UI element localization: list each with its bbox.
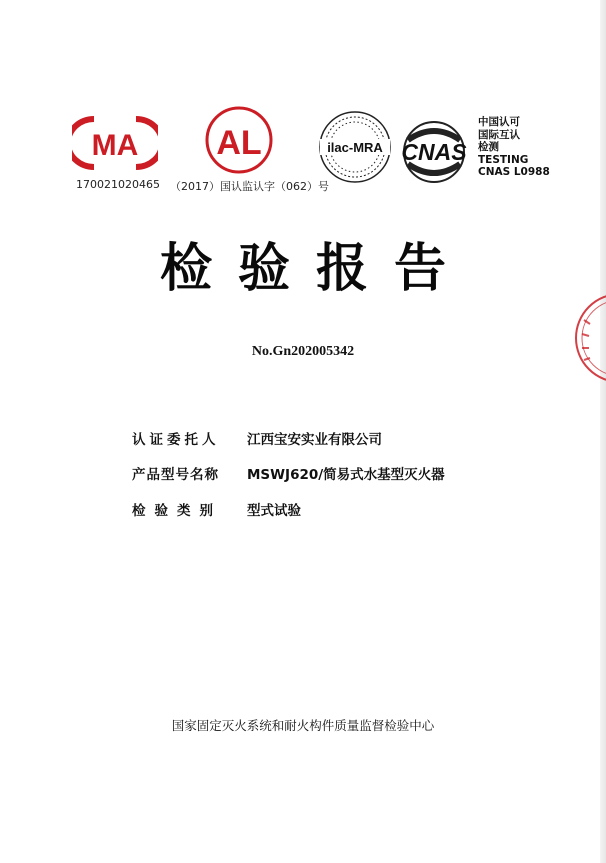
info-label: 检验类别 bbox=[132, 503, 222, 519]
cal-logo bbox=[202, 104, 276, 176]
cnas-line: 国际互认 bbox=[478, 128, 520, 141]
cnas-info bbox=[478, 116, 550, 179]
info-value: MSWJ620/简易式水基型灭火器 bbox=[247, 467, 445, 483]
cnas-line: 检测 bbox=[478, 141, 499, 153]
info-value: 型式试验 bbox=[247, 503, 301, 519]
info-label: 认证委托人 bbox=[132, 432, 220, 448]
document-title: 检验报告 bbox=[159, 239, 472, 299]
official-seal bbox=[572, 290, 606, 386]
cma-logo-text: MA bbox=[91, 129, 139, 162]
info-value: 江西宝安实业有限公司 bbox=[247, 432, 382, 448]
cnas-logo bbox=[396, 118, 472, 186]
ilac-mra-logo bbox=[316, 108, 394, 186]
issuer-name: 国家固定灭火系统和耐火构件质量监督检验中心 bbox=[171, 718, 435, 733]
cnas-line: 中国认可 bbox=[478, 116, 520, 128]
ilac-logo-text: ilac-MRA bbox=[327, 140, 383, 155]
cnas-line: TESTING bbox=[478, 153, 529, 166]
cal-logo-text: AL bbox=[216, 124, 262, 162]
report-number: No.Gn202005342 bbox=[251, 344, 355, 359]
cal-number: （2017）国认监认字（062）号 bbox=[170, 180, 329, 193]
cma-number: 170021020465 bbox=[76, 178, 160, 191]
cma-logo bbox=[72, 113, 158, 173]
cnas-logo-text: CNAS bbox=[401, 139, 467, 165]
info-label: 产品型号名称 bbox=[132, 467, 219, 483]
cnas-line: CNAS L0988 bbox=[478, 166, 550, 178]
